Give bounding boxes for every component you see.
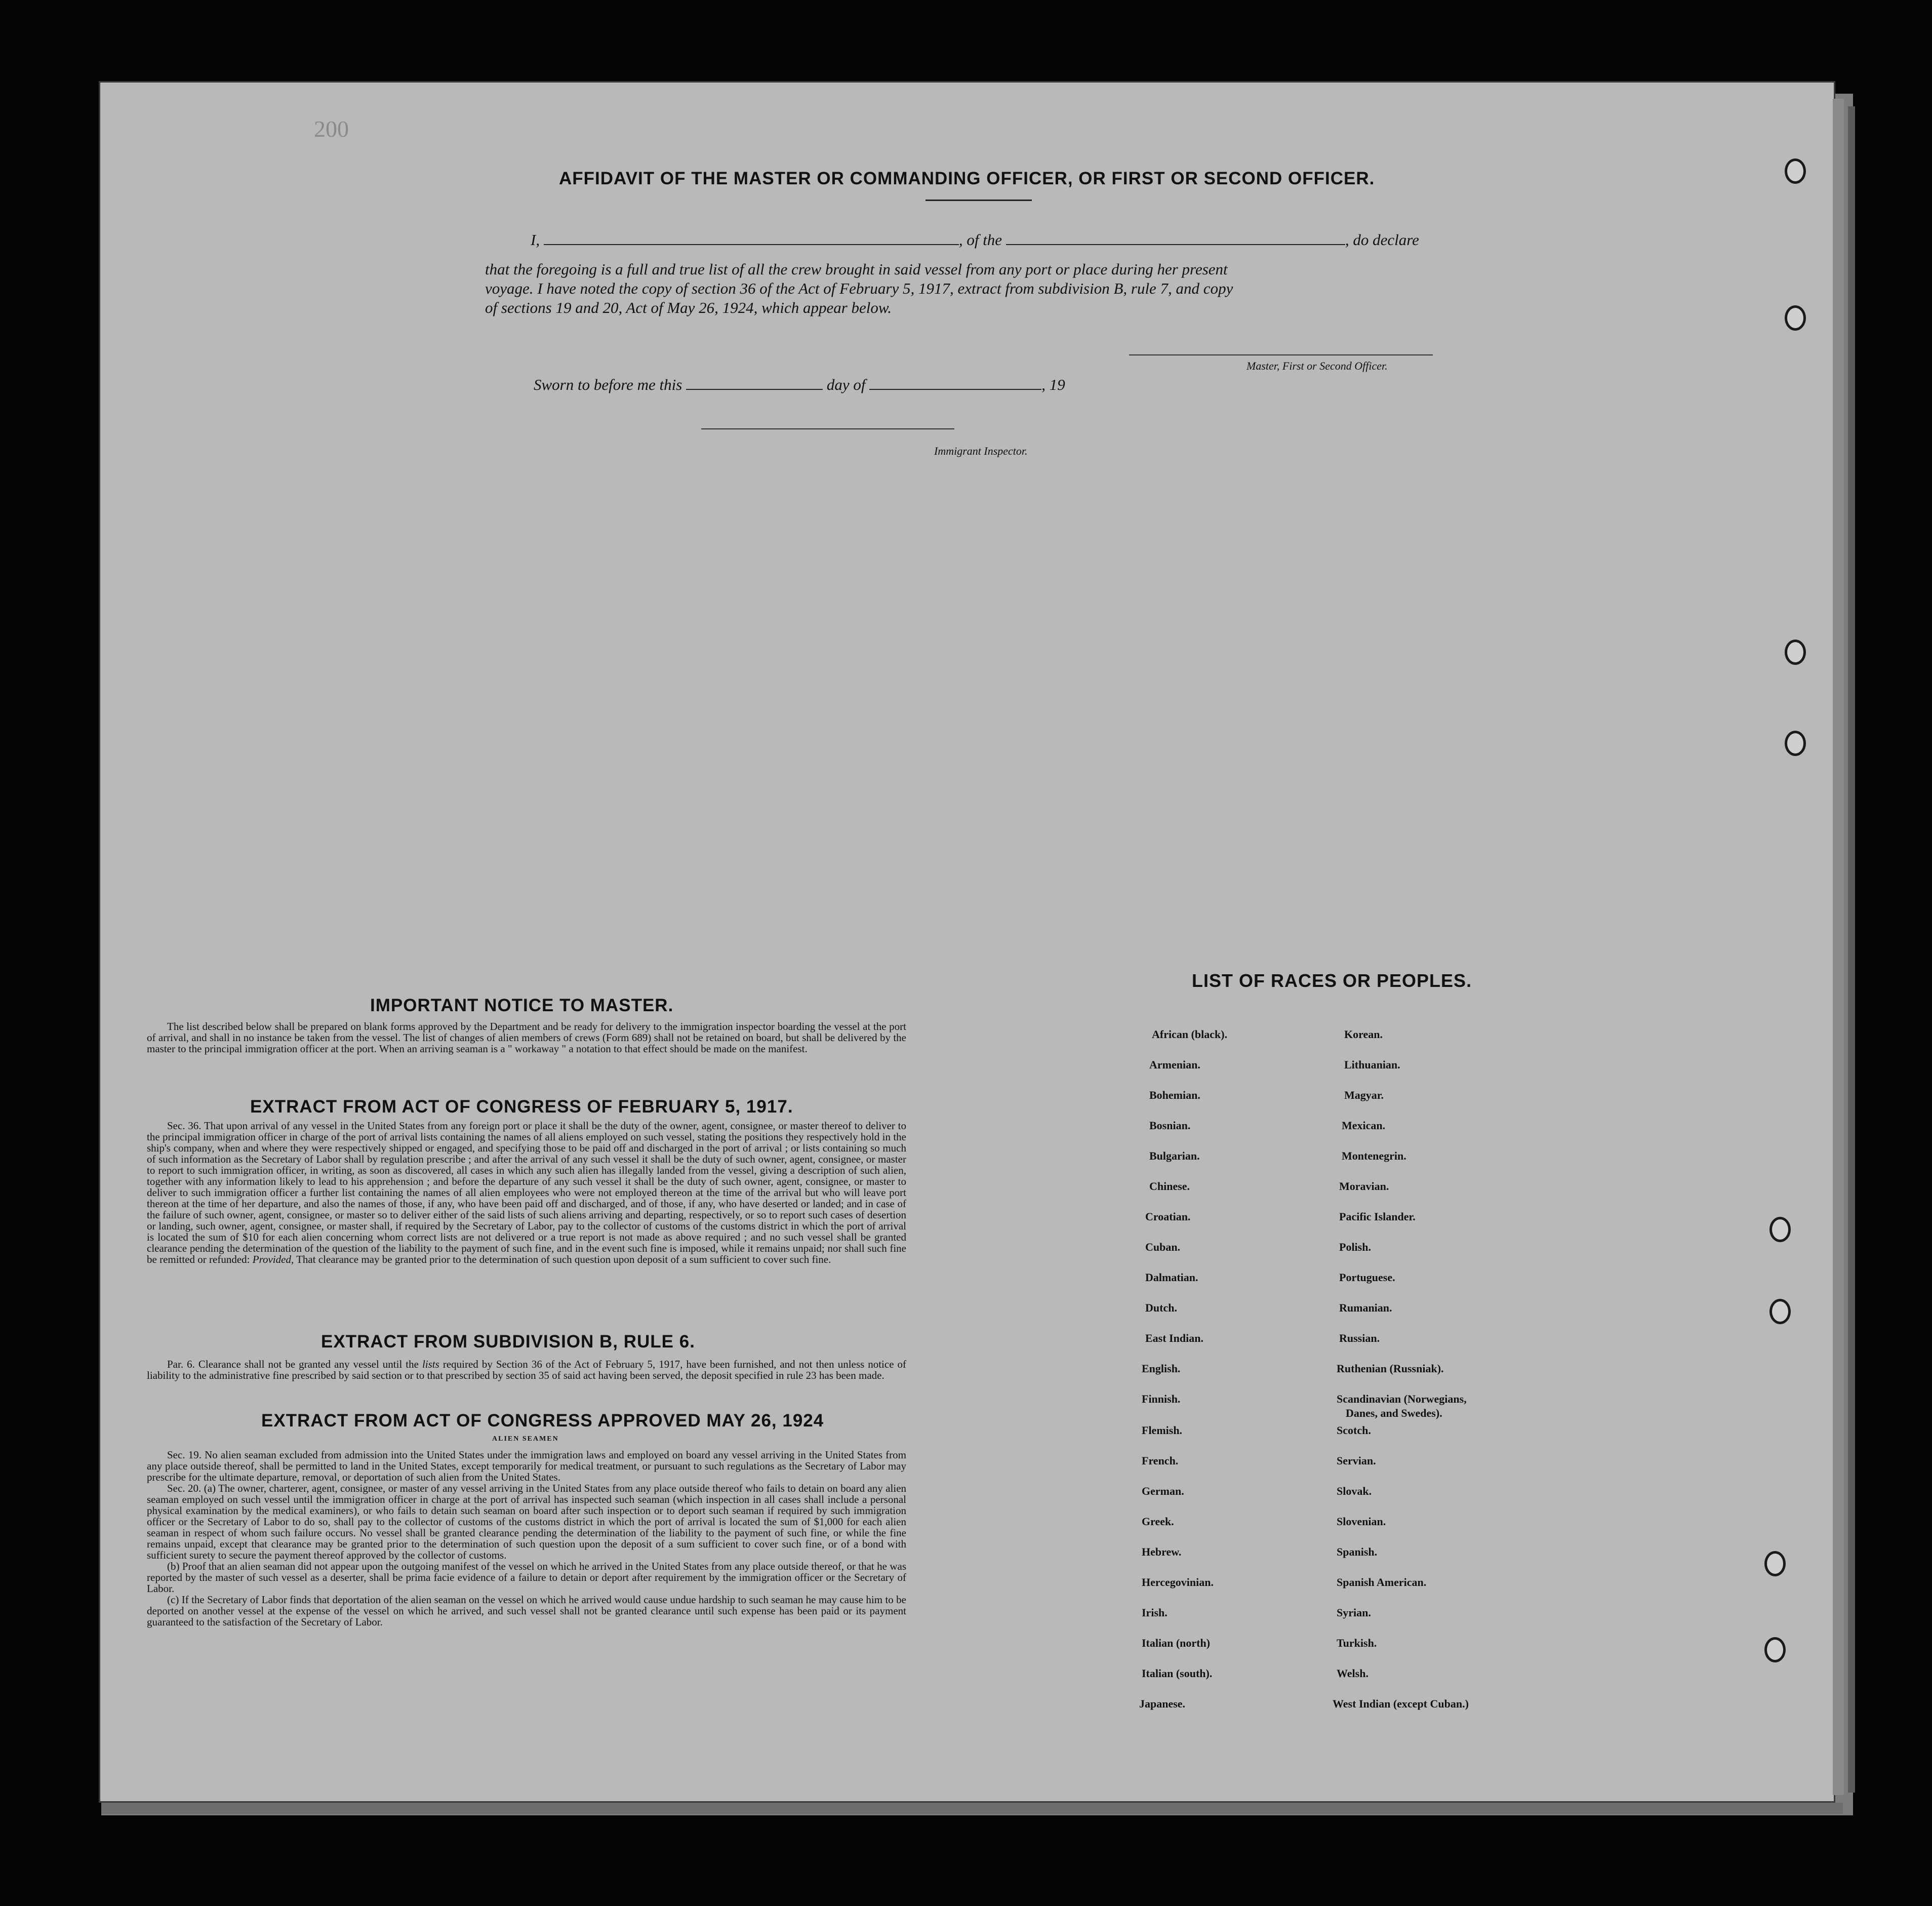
year-prefix-label: , 19 [1041,376,1065,393]
race-item: Dutch. [1145,1301,1177,1314]
race-item: Rumanian. [1339,1301,1392,1314]
race-item: Montenegrin. [1342,1149,1406,1162]
affidavit-text-line-2: that the foregoing is a full and true list of all the crew brought in said vessel from any port or place during her present [485,260,1228,278]
race-item: Flemish. [1142,1424,1183,1437]
race-item: Bosnian. [1149,1119,1191,1132]
extract-1917-body [147,1120,906,1265]
race-item: Italian (north) [1142,1637,1211,1649]
notice-title: IMPORTANT NOTICE TO MASTER. [370,996,674,1015]
race-item: Welsh. [1337,1667,1368,1680]
master-signature-line[interactable] [1129,354,1433,355]
race-item: Cuban. [1145,1241,1181,1253]
race-item: Hebrew. [1142,1545,1182,1558]
sworn-line [534,376,1065,394]
race-item: German. [1142,1485,1184,1497]
races-title: LIST OF RACES OR PEOPLES. [1192,970,1472,991]
sec36-text: That upon arrival of any vessel in the United States from any foreign port or place it shall be the duty of the owner, agent, consignee, or master thereof to deliver to the principal immigration officer in charge of the port of arrival lists containing the names of all aliens employed on such vessel, stating the positions they respectively hold in the ship's company, when and where they were respectively shipped or engaged, and specifying those to be paid off and discharged in the port of arrival ; or lists containing so much of such information as the Secretary of Labor shall by regulation prescribe ; and after the arrival of any such vessel it shall be the duty of such owner, agent, consignee, or master to report to such immigration officer, in writing, as soon as discovered, all cases in which any such alien has illegally landed from the vessel, giving a description of such alien, together with any information likely to lead to his apprehension ; and before the departure of any such vessel it shall be the duty of such owner, agent, consignee, or master to deliver to such immigration officer a further list containing the names of all alien employees who were not employed thereon at the time of the arrival but who will leave port thereon at the time of her departure, and also the names of those, if any, who have been paid off and discharged, and of those, if any, who have deserted or landed; and in case of the failure of such owner, agent, consignee, or master so to deliver either of the said lists of such aliens arriving and departing, respectively, or so to report such cases of desertion or landing, such owner, agent, consignee, or master shall, if required by the Secretary of Labor, pay to the collector of customs of the customs district in which the port of arrival is located the sum of $10 for each alien concerning whom correct lists are not delivered or a true report is not made as above required ; and no such vessel shall be granted clearance pending the determination of the question of the liability to the payment of such fine, and in the event such fine is imposed, while it remains unpaid; nor shall such fine be remitted or refunded: [147,1120,907,1265]
race-item: Irish. [1142,1606,1168,1619]
sec19-text: No alien seaman excluded from admission into the United States under the immigration laws and employed on board any vessel arriving in the United States from any place outside thereof, shall be permitted to land in the United States, except temporarily for medical treatment, or pursuant to such regulations as the Secretary of Labor may prescribe for the ultimate departure, removal, or deportation of such alien from the United States. [147,1449,906,1483]
race-item: East Indian. [1145,1332,1203,1344]
sec20-label: Sec. 20. [167,1482,202,1494]
race-item: Moravian. [1339,1180,1389,1193]
race-item: Ruthenian (Russniak). [1337,1362,1444,1375]
affidavit-text-line-4: of sections 19 and 20, Act of May 26, 1924, which appear below. [485,299,892,316]
sec20b-text: (b) Proof that an alien seaman did not appear upon the outgoing manifest of the vessel on which he arrived in the United States from any place outside thereof, or that he was reported by the master of such vessel as a deserter, shall be prima facie evidence of a failure to detain or deport after requirement by the immigration officer or the Secretary of Labor. [147,1560,906,1595]
rule6-body [147,1359,906,1381]
master-signature-label: Master, First or Second Officer. [1246,360,1388,372]
affidavit-declaration-line [531,231,1419,249]
race-item: Russian. [1339,1332,1380,1344]
affidavit-text-line-3: voyage. I have noted the copy of section 36 of the Act of February 5, 1917, extract from subdivision B, rule 7, and copy [485,280,1233,297]
race-item: Slovak. [1337,1485,1372,1497]
inspector-signature-label: Immigrant Inspector. [934,445,1028,457]
binder-hole [1787,642,1803,662]
race-item: Syrian. [1337,1606,1371,1619]
alien-seamen-subtitle: ALIEN SEAMEN [492,1435,559,1443]
rule6-title: EXTRACT FROM SUBDIVISION B, RULE 6. [321,1332,695,1352]
race-item: Croatian. [1145,1210,1191,1223]
race-item: Scotch. [1337,1424,1371,1437]
notice-body [147,1021,906,1054]
page-edge [1833,99,1844,1795]
extract-1924-body [147,1449,906,1627]
binder-hole [1787,161,1803,181]
race-item: Pacific Islander. [1339,1210,1416,1223]
race-item: Spanish American. [1337,1576,1427,1589]
sworn-label: Sworn to before me this [534,376,682,393]
par6-text-b: required by Section 36 of the Act of February 5, 1917, have been furnished, and not then unless notice of liability to the administrative fine prescribed by said section or to that prescribed by section 35 of said act having been served, the deposit specified in rule 23 has been made. [147,1358,907,1381]
name-blank[interactable] [544,244,959,245]
race-item: Mexican. [1342,1119,1386,1132]
affidavit-i-label: I, [531,231,540,249]
race-item: Spanish. [1337,1545,1378,1558]
binder-hole [1767,1554,1783,1574]
sec19-label: Sec. 19. [167,1449,202,1461]
affidavit-declare-label: , do declare [1345,231,1419,249]
sec36-text-end: That clearance may be granted prior to the determination of such question upon deposit of a sum sufficient to cover such fine. [296,1253,831,1265]
affidavit-title-rule [925,200,1032,201]
page-edge-shadow [1848,106,1855,1793]
par6-label: Par. 6. [167,1358,195,1370]
race-item: Greek. [1142,1515,1174,1528]
race-item: Chinese. [1149,1180,1190,1193]
vessel-blank[interactable] [1006,244,1345,245]
race-item: Slovenian. [1337,1515,1386,1528]
race-item: Danes, and Swedes). [1346,1407,1442,1419]
race-item: Japanese. [1139,1697,1186,1710]
race-item: African (black). [1152,1028,1228,1041]
extract-1917-title: EXTRACT FROM ACT OF CONGRESS OF FEBRUARY 5, 1917. [250,1097,793,1117]
sec20a-text: (a) The owner, charterer, agent, consignee, or master of any vessel arriving in the United States from any place outside thereof who fails to detain on board any alien seaman employed on such vessel until the immigration officer in charge at the port of arrival has inspected such seaman (which inspection in all cases shall include a personal physical examination by the medical examiners), or who fails to detain such seaman on board after such inspection or to deport such seaman if required by such immigration officer or the Secretary of Labor to do so, shall pay to the collector of customs of the customs district in which the port of arrival is located the sum of $1,000 for each alien seaman in respect of whom such failure occurs. No vessel shall be granted clearance pending the determination of the liability to the payment of such fine, or while the fine remains unpaid, except that clearance may be granted prior to the determination of such question upon the deposit of a sum sufficient to cover such fine, or of a bond with sufficient surety to secure the payment thereof approved by the collector of customs. [147,1482,907,1561]
race-item: West Indian (except Cuban.) [1333,1697,1469,1710]
race-item: Korean. [1344,1028,1383,1041]
binder-hole [1787,308,1803,328]
race-item: Portuguese. [1339,1271,1395,1284]
race-item: Dalmatian. [1145,1271,1198,1284]
race-item: Polish. [1339,1241,1371,1253]
binder-hole [1772,1301,1788,1322]
race-item: Bohemian. [1149,1089,1200,1101]
race-item: English. [1142,1362,1181,1375]
day-of-label: day of [826,376,866,393]
race-item: French. [1142,1454,1179,1467]
sec36-label: Sec. 36. [167,1120,202,1132]
race-item: Lithuanian. [1344,1058,1400,1071]
binder-hole [1767,1640,1783,1660]
page-number-stamp: 200 [314,116,349,142]
binder-hole [1772,1219,1788,1240]
race-item: Servian. [1337,1454,1376,1467]
race-item: Bulgarian. [1149,1149,1200,1162]
inspector-signature-line[interactable] [701,428,954,429]
provided-word: Provided, [252,1253,294,1265]
extract-1924-title: EXTRACT FROM ACT OF CONGRESS APPROVED MAY 26, 1924 [261,1411,824,1431]
lists-word: lists [422,1358,439,1370]
sworn-month-blank[interactable] [869,389,1041,390]
affidavit-title: AFFIDAVIT OF THE MASTER OR COMMANDING OFFICER, OR FIRST OR SECOND OFFICER. [559,169,1375,188]
race-item: Scandinavian (Norwegians, [1337,1393,1467,1405]
binder-hole [1787,733,1803,753]
race-item: Italian (south). [1142,1667,1213,1680]
sworn-day-blank[interactable] [686,389,823,390]
race-item: Hercegovinian. [1142,1576,1214,1589]
race-item: Turkish. [1337,1637,1377,1649]
race-item: Finnish. [1142,1393,1181,1405]
race-item: Magyar. [1344,1089,1384,1101]
bottom-edge [101,1803,1843,1814]
sec20c-text: (c) If the Secretary of Labor finds that deportation of the alien seaman on the vessel on which he arrived would cause undue hardship to such seaman he may cause him to be deported on another vessel at the expense of the vessel on which he arrived, and such vessel shall not be granted clearance until such expense has been paid or its payment guaranteed to the satisfaction of the Secretary of Labor. [147,1594,906,1628]
par6-text-a: Clearance shall not be granted any vessel until the [198,1358,419,1370]
notice-text: The list described below shall be prepared on blank forms approved by the Department and be ready for delivery to the immigration inspector boarding the vessel at the port of arrival, and shall in no instance be taken from the vessel. The list of changes of alien members of crews (Form 689) shall not be retained on board, but shall be delivered by the master to the principal immigration officer at the port. When an arriving seaman is a " workaway " a notation to that effect should be made on the manifest. [147,1020,906,1055]
race-item: Armenian. [1149,1058,1200,1071]
affidavit-of-the-label: , of the [958,231,1002,249]
